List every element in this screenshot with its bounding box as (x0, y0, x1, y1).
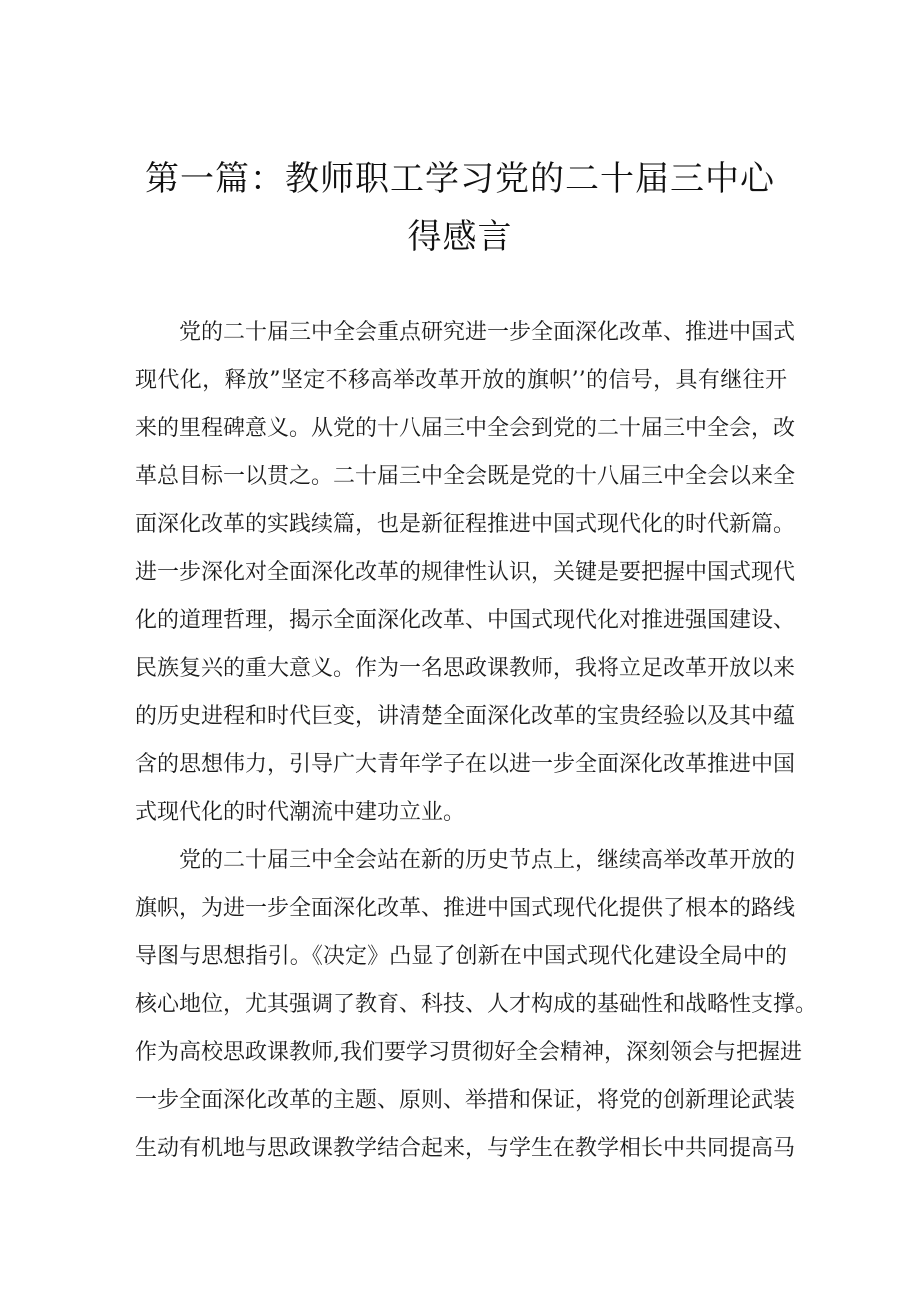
document-body (135, 309, 818, 1173)
body-line: 进一步深化对全面深化改革的规律性认识，关键是要把握中国式现代 (135, 560, 796, 585)
body-line: 含的思想伟力，引导广大青年学子在以进一步全面深化改革推进中国 (135, 752, 796, 777)
title-line-1: 第一篇：教师职工学习党的二十届三中心 (145, 159, 775, 199)
body-line: 来的里程碑意义。从党的十八届三中全会到党的二十届三中全会，改 (135, 416, 796, 441)
body-line: 生动有机地与思政课教学结合起来，与学生在教学相长中共同提高马 (135, 1136, 796, 1161)
body-line: 一步全面深化改革的主题、原则、举措和保证，将党的创新理论武装 (135, 1088, 796, 1113)
body-line: 核心地位，尤其强调了教育、科技、人才构成的基础性和战略性支撑。 (135, 992, 818, 1017)
body-line: 面深化改革的实践续篇，也是新征程推进中国式现代化的时代新篇。 (135, 512, 796, 537)
body-line: 的历史进程和时代巨变，讲清楚全面深化改革的宝贵经验以及其中蕴 (135, 704, 796, 729)
body-line: 民族复兴的重大意义。作为一名思政课教师，我将立足改革开放以来 (135, 656, 796, 681)
body-line: 旗帜，为进一步全面深化改革、推进中国式现代化提供了根本的路线 (135, 896, 796, 921)
title-line-2: 得感言 (407, 217, 513, 257)
body-line: 党的二十届三中全会重点研究进一步全面深化改革、推进中国式 (135, 320, 796, 345)
document-title (0, 150, 920, 266)
body-line: 作为高校思政课教师,我们要学习贯彻好全会精神，深刻领会与把握进 (135, 1040, 802, 1065)
body-line: 革总目标一以贯之。二十届三中全会既是党的十八届三中全会以来全 (135, 464, 796, 489)
body-line-paragraph-end: 式现代化的时代潮流中建功立业。 (135, 800, 466, 825)
body-line: 现代化，释放”坚定不移高举改革开放的旗帜’’的信号，具有继往开 (135, 368, 787, 393)
body-line: 导图与思想指引。《决定》凸显了创新在中国式现代化建设全局中的 (135, 944, 787, 969)
body-line: 党的二十届三中全会站在新的历史节点上，继续高举改革开放的 (135, 848, 796, 873)
body-line: 化的道理哲理，揭示全面深化改革、中国式现代化对推进强国建设、 (135, 608, 796, 633)
